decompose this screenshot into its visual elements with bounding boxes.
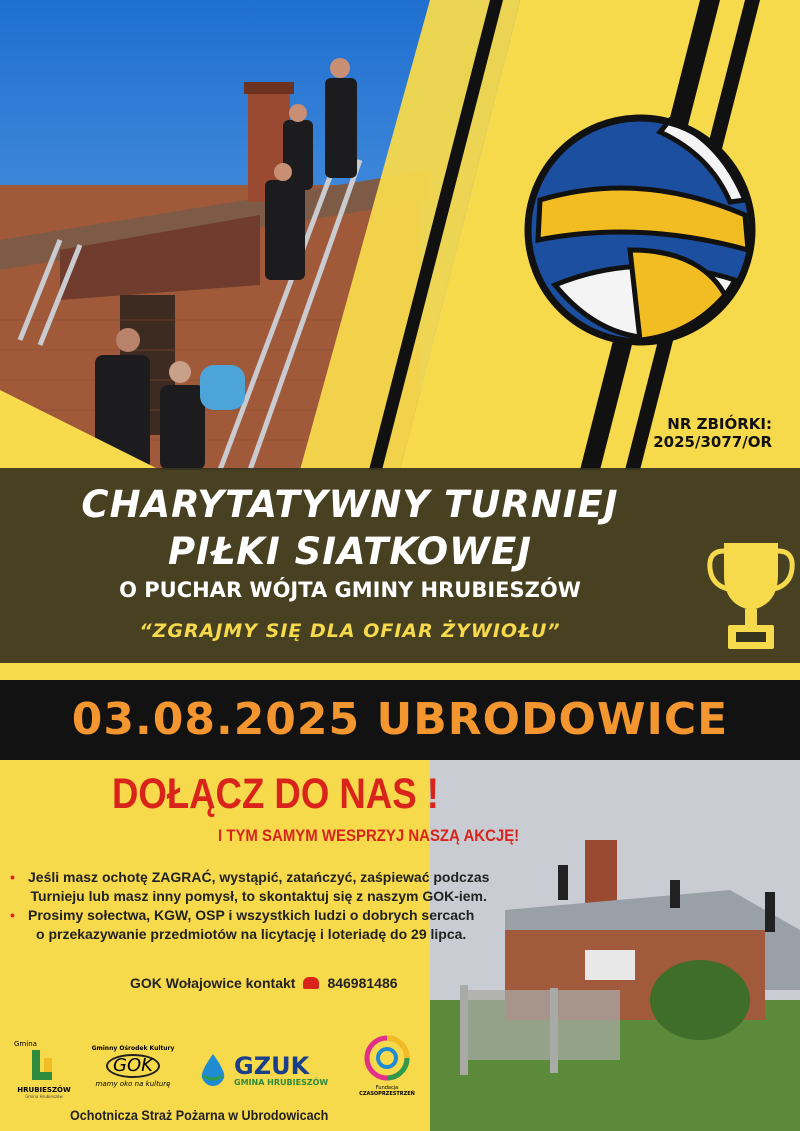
logo-gmina-hrubieszow <box>14 1040 74 1099</box>
logo-gok <box>88 1045 178 1088</box>
collection-info <box>653 415 772 451</box>
collection-number: 2025/3077/OR <box>653 433 772 451</box>
list-item <box>10 906 500 944</box>
photo-covered-house <box>430 760 800 1131</box>
logo-fundacja <box>352 1035 422 1097</box>
water-drop-icon <box>198 1052 228 1088</box>
list-item-line: Turnieju lub masz inny pomysł, to skontaktuj się z naszym GOK-iem. <box>30 888 487 904</box>
footer-organizer: Ochotnicza Straż Pożarna w Ubrodowicach <box>70 1107 329 1123</box>
trophy-icon <box>706 535 796 655</box>
logo-fundacja-line1: Fundacja <box>375 1085 399 1091</box>
volleyball-icon <box>520 110 760 350</box>
list-item-line: o przekazywanie przedmiotów na licytację i loteriadę do 29 lipca. <box>36 926 467 942</box>
list-item-line: Jeśli masz ochotę ZAGRAĆ, wystąpić, zatańczyć, zaśpiewać podczas <box>28 869 490 885</box>
phone-icon <box>303 977 319 989</box>
logo-gzuk <box>198 1052 328 1088</box>
title-line2: PIŁKI SIATKOWEJ <box>168 530 532 573</box>
logo-fundacja-line2: CZASOPRZESTRZEŃ <box>359 1091 415 1097</box>
title-slogan: “ZGRAJMY SIĘ DLA OFIAR ŻYWIOŁU” <box>139 620 561 642</box>
title-subtitle: O PUCHAR WÓJTA GMINY HRUBIESZÓW <box>119 578 581 602</box>
list-item <box>10 868 500 906</box>
logo-gok-tag: mamy oko na kulturę <box>95 1080 171 1088</box>
contact-label: GOK Wołajowice kontakt <box>130 975 296 991</box>
invite-subheading: I TYM SAMYM WESPRZYJ NASZĄ AKCJĘ! <box>218 826 520 845</box>
logo-gmina-top: Gmina <box>14 1040 37 1048</box>
logo-gmina-small: Gmina Hrubieszów <box>25 1094 63 1099</box>
logo-gmina-name: HRUBIESZÓW <box>17 1086 71 1094</box>
info-list <box>10 868 500 944</box>
bullet-icon: • <box>10 907 15 923</box>
contact-phone: 846981486 <box>327 975 398 991</box>
gmina-emblem-icon <box>30 1048 58 1082</box>
list-item-line: Prosimy sołectwa, KGW, OSP i wszystkich ludzi o dobrych sercach <box>28 907 475 923</box>
bullet-icon: • <box>10 869 15 885</box>
invite-heading: DOŁĄCZ DO NAS ! <box>112 770 439 818</box>
collection-label: NR ZBIÓRKI: <box>667 415 772 433</box>
logo-gok-mid: GOK <box>106 1054 160 1078</box>
event-date-place: 03.08.2025 UBRODOWICE <box>71 694 729 745</box>
title-line1: CHARYTATYWNY TURNIEJ <box>81 483 619 526</box>
fundacja-spiral-icon <box>364 1035 410 1081</box>
logo-gzuk-sub: GMINA HRUBIESZÓW <box>234 1077 329 1087</box>
logo-gok-top: Gminny Ośrodek Kultury <box>91 1045 175 1052</box>
contact-line <box>130 975 398 991</box>
logo-gzuk-name: GZUK <box>234 1051 310 1080</box>
